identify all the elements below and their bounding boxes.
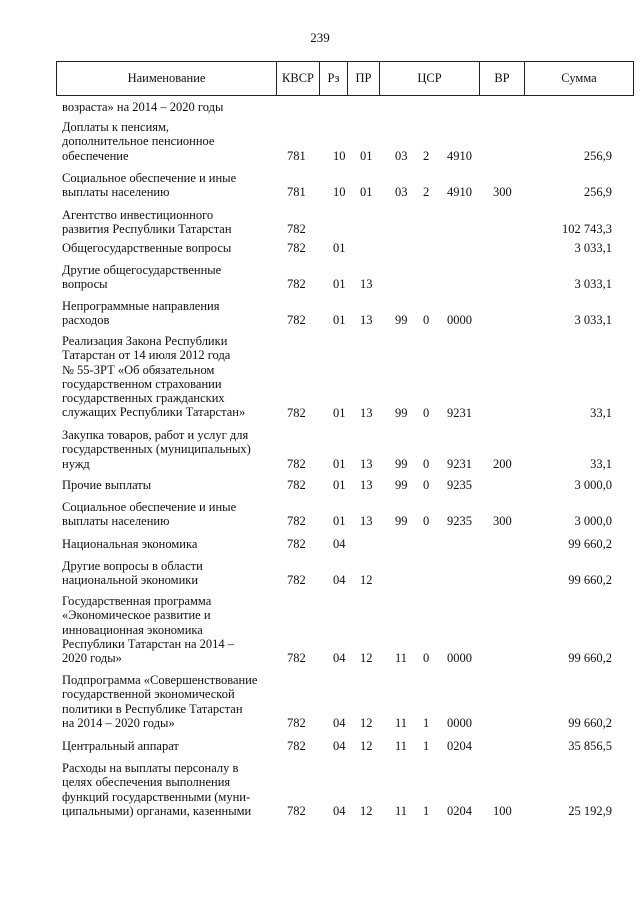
row-csr1: 99: [395, 514, 408, 529]
row-kvsr: 782: [287, 514, 306, 529]
row-csr3: 0000: [447, 651, 472, 666]
row-sum: 99 660,2: [568, 573, 612, 588]
row-name: Общегосударственные вопросы: [62, 241, 232, 255]
row-csr2: 1: [423, 803, 430, 818]
row-name: Закупка товаров, работ и услуг для государственных (муниципальных) нужд: [62, 428, 251, 471]
row-pr: 13: [360, 405, 373, 420]
header-sum: Сумма: [561, 71, 597, 85]
row-csr1: 03: [395, 185, 408, 200]
page-number: 239: [310, 30, 330, 45]
row-kvsr: 782: [287, 222, 306, 237]
row-pr: 13: [360, 277, 373, 292]
row-kvsr: 782: [287, 739, 306, 753]
header-kvsr: КВСР: [277, 62, 320, 95]
row-name: Подпрограмма «Совершенствование государственной экономической политики в Республике Татарстан на 2014 – 2020 годы»: [62, 673, 258, 730]
row-name: возраста» на 2014 – 2020 годы: [62, 100, 224, 114]
row-name: Агентство инвестиционного развития Республики Татарстан: [62, 208, 232, 237]
row-rz: 04: [333, 573, 346, 588]
row-sum: 35 856,5: [568, 739, 612, 753]
row-name: Социальное обеспечение и иные выплаты населению: [62, 500, 237, 529]
row-csr2: 0: [423, 478, 430, 492]
row-kvsr: 782: [287, 803, 306, 818]
row-csr3: 0000: [447, 715, 472, 730]
row-rz: 10: [333, 185, 346, 200]
row-csr3: 9235: [447, 514, 472, 529]
row-rz: 01: [333, 405, 346, 420]
row-rz: 04: [333, 803, 346, 818]
row-name: Доплаты к пенсиям, дополнительное пенсионное обеспечение: [62, 120, 215, 163]
row-sum: 99 660,2: [568, 537, 612, 551]
row-rz: 04: [333, 537, 346, 551]
row-rz: 01: [333, 514, 346, 529]
row-name: Расходы на выплаты персоналу в целях обеспечения выполнения функций государственными (муни- ципальными) органами, казенными: [62, 761, 252, 818]
row-vr: 300: [493, 185, 512, 200]
row-kvsr: 782: [287, 241, 306, 255]
row-csr3: 4910: [447, 185, 472, 200]
row-name: Центральный аппарат: [62, 739, 179, 753]
row-kvsr: 782: [287, 456, 306, 471]
row-name: Прочие выплаты: [62, 478, 152, 492]
row-sum: 3 000,0: [574, 478, 612, 492]
row-sum: 33,1: [590, 405, 612, 420]
header-pr: ПР: [348, 62, 380, 95]
row-csr1: 11: [395, 651, 408, 666]
header-rz: Рз: [320, 62, 348, 95]
row-csr1: 11: [395, 715, 408, 730]
row-csr2: 0: [423, 456, 430, 471]
row-sum: 3 033,1: [574, 313, 612, 328]
row-pr: 12: [360, 651, 373, 666]
row-pr: 13: [360, 514, 373, 529]
row-name: Реализация Закона Республики Татарстан от 14 июля 2012 года № 55-ЗРТ «Об обязательном государственном страховании государственных гражданских служащих Республики Татарстан»: [62, 334, 246, 420]
row-csr2: 1: [423, 715, 430, 730]
row-csr2: 2: [423, 185, 430, 200]
row-csr3: 9231: [447, 405, 472, 420]
row-csr2: 1: [423, 739, 430, 753]
row-sum: 99 660,2: [568, 715, 612, 730]
row-csr1: 11: [395, 739, 408, 753]
row-rz: 04: [333, 715, 346, 730]
row-sum: 99 660,2: [568, 651, 612, 666]
row-kvsr: 782: [287, 537, 306, 551]
row-pr: 13: [360, 478, 373, 492]
row-csr1: 99: [395, 405, 408, 420]
row-csr1: 99: [395, 313, 408, 328]
row-sum: 256,9: [583, 148, 612, 163]
header-name: Наименование: [57, 62, 277, 95]
row-sum: 33,1: [590, 456, 612, 471]
row-pr: 13: [360, 313, 373, 328]
row-csr3: 4910: [447, 148, 472, 163]
row-pr: 12: [360, 803, 373, 818]
row-csr3: 0000: [447, 313, 472, 328]
row-rz: 04: [333, 651, 346, 666]
row-csr3: 9235: [447, 478, 472, 492]
row-kvsr: 782: [287, 313, 306, 328]
row-kvsr: 782: [287, 478, 306, 492]
row-pr: 12: [360, 715, 373, 730]
row-name: Национальная экономика: [62, 537, 198, 551]
row-csr2: 0: [423, 313, 430, 328]
table-header: [56, 61, 634, 96]
row-name: Другие общегосударственные вопросы: [62, 263, 222, 292]
row-kvsr: 782: [287, 715, 306, 730]
row-vr: 200: [493, 456, 512, 471]
row-csr2: 2: [423, 148, 430, 163]
row-rz: 01: [333, 456, 346, 471]
row-csr2: 0: [423, 651, 430, 666]
row-csr1: 99: [395, 478, 408, 492]
row-rz: 01: [333, 478, 346, 492]
row-vr: 100: [493, 803, 512, 818]
row-name: Социальное обеспечение и иные выплаты населению: [62, 171, 237, 200]
row-kvsr: 781: [287, 148, 306, 163]
row-csr2: 0: [423, 405, 430, 420]
row-csr1: 11: [395, 803, 408, 818]
header-vr: ВР: [480, 62, 525, 95]
row-sum: 3 033,1: [574, 277, 612, 292]
row-pr: 01: [360, 185, 373, 200]
row-csr2: 0: [423, 514, 430, 529]
row-pr: 01: [360, 148, 373, 163]
row-csr3: 0204: [447, 803, 472, 818]
row-pr: 12: [360, 573, 373, 588]
row-sum: 102 743,3: [562, 222, 612, 237]
row-sum: 3 033,1: [574, 241, 612, 255]
row-kvsr: 781: [287, 185, 306, 200]
row-rz: 01: [333, 313, 346, 328]
row-rz: 01: [333, 241, 346, 255]
row-name: Другие вопросы в области национальной экономики: [62, 559, 203, 588]
row-csr3: 0204: [447, 739, 472, 753]
row-rz: 10: [333, 148, 346, 163]
row-pr: 12: [360, 739, 373, 753]
row-csr3: 9231: [447, 456, 472, 471]
row-name: Непрограммные направления расходов: [62, 299, 220, 328]
row-name: Государственная программа «Экономическое развитие и инновационная экономика Республики Татарстан на 2014 – 2020 годы»: [62, 594, 235, 666]
row-sum: 3 000,0: [574, 514, 612, 529]
row-sum: 25 192,9: [568, 803, 612, 818]
header-csr: ЦСР: [380, 62, 480, 95]
row-kvsr: 782: [287, 573, 306, 588]
row-rz: 01: [333, 277, 346, 292]
row-csr1: 03: [395, 148, 408, 163]
row-kvsr: 782: [287, 405, 306, 420]
row-rz: 04: [333, 739, 346, 753]
row-sum: 256,9: [583, 185, 612, 200]
row-kvsr: 782: [287, 277, 306, 292]
row-vr: 300: [493, 514, 512, 529]
row-csr1: 99: [395, 456, 408, 471]
row-pr: 13: [360, 456, 373, 471]
row-kvsr: 782: [287, 651, 306, 666]
